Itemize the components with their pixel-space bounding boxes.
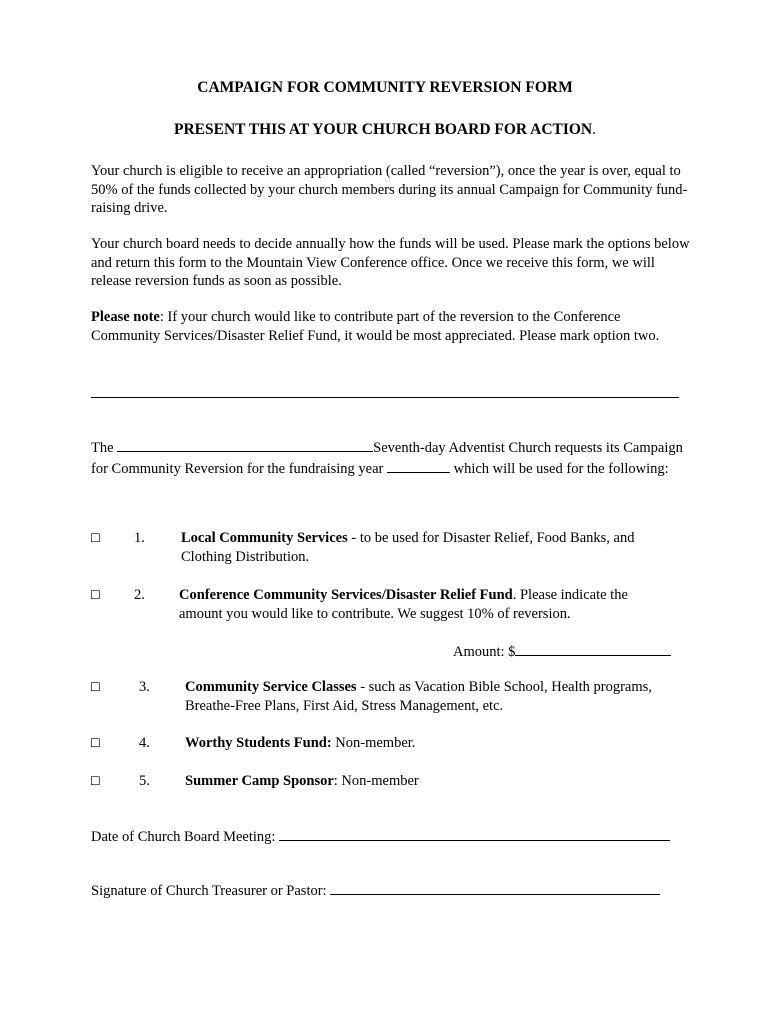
note-label: Please note: [91, 309, 160, 325]
request-the: The: [91, 440, 118, 456]
request-tail: which will be used for the following:: [449, 460, 669, 477]
amount-field[interactable]: [515, 641, 671, 656]
option-number: 2.: [134, 587, 145, 603]
request-church: Seventh-day Adventist Church requests its Campaign for Community Reversion for the fundraising year: [91, 440, 683, 477]
meeting-date-label: Date of Church Board Meeting:: [91, 829, 280, 845]
meeting-date-row: [91, 826, 670, 847]
option-title: Local Community Services: [181, 530, 348, 546]
checkbox-icon[interactable]: ☐: [90, 680, 101, 694]
option-title: Worthy Students Fund:: [185, 735, 332, 751]
amount-row: [453, 641, 671, 662]
option-description: : Non-member: [333, 773, 419, 789]
request-paragraph: [91, 437, 686, 478]
option-text: [181, 529, 671, 566]
option-title: Conference Community Services/Disaster Relief Fund: [179, 587, 513, 603]
form-subtitle-text: PRESENT THIS AT YOUR CHURCH BOARD FOR ACTION: [173, 121, 593, 138]
option-number: 4.: [139, 735, 150, 751]
note-paragraph: [91, 308, 691, 345]
instructions-paragraph: Your church board needs to decide annually how the funds will be used. Please mark the options below and return this form to the Mountain View Conference office. Once we receive this form, we will release reversion funds as soon as possible.: [91, 236, 690, 289]
checkbox-icon[interactable]: ☐: [90, 774, 101, 788]
option-number: 5.: [139, 773, 150, 789]
church-name-field[interactable]: [117, 437, 373, 452]
option-description: . Please indicate the amount you would like to contribute. We suggest 10% of reversion.: [179, 587, 628, 622]
signature-row: [91, 880, 660, 901]
checkbox-icon[interactable]: ☐: [90, 531, 101, 545]
form-title: CAMPAIGN FOR COMMUNITY REVERSION FORM: [197, 79, 573, 96]
amount-label: Amount: $: [453, 644, 516, 660]
form-subtitle: [0, 121, 770, 140]
form-subtitle-period: .: [592, 121, 597, 138]
option-title: Community Service Classes: [185, 679, 357, 695]
option-description: - to be used for Disaster Relief, Food Banks, and Clothing Distribution.: [181, 530, 635, 565]
eligibility-paragraph: Your church is eligible to receive an appropriation (called “reversion”), once the year is over, equal to 50% of the funds collected by your church members during its annual Campaign for Community fund-raising drive.: [91, 163, 688, 216]
option-description: Non-member.: [331, 735, 416, 751]
option-number: 3.: [139, 679, 150, 695]
meeting-date-field[interactable]: [279, 826, 670, 841]
section-divider: [91, 397, 679, 398]
option-title: Summer Camp Sponsor: [185, 773, 334, 789]
option-text: [185, 734, 675, 753]
signature-label: Signature of Church Treasurer or Pastor:: [91, 883, 331, 899]
option-number: 1.: [134, 530, 145, 546]
fundraising-year-field[interactable]: [387, 458, 450, 473]
option-text: [179, 586, 669, 623]
checkbox-icon[interactable]: ☐: [90, 588, 101, 602]
option-text: [185, 772, 675, 791]
note-text: : If your church would like to contribute part of the reversion to the Conference Community Services/Disaster Relief Fund, it would be most appreciated. Please mark option two.: [91, 309, 660, 344]
option-description: - such as Vacation Bible School, Health programs, Breathe-Free Plans, First Aid, Stress Management, etc.: [185, 679, 652, 714]
signature-field[interactable]: [330, 880, 660, 895]
option-text: [185, 678, 675, 715]
checkbox-icon[interactable]: ☐: [90, 736, 101, 750]
